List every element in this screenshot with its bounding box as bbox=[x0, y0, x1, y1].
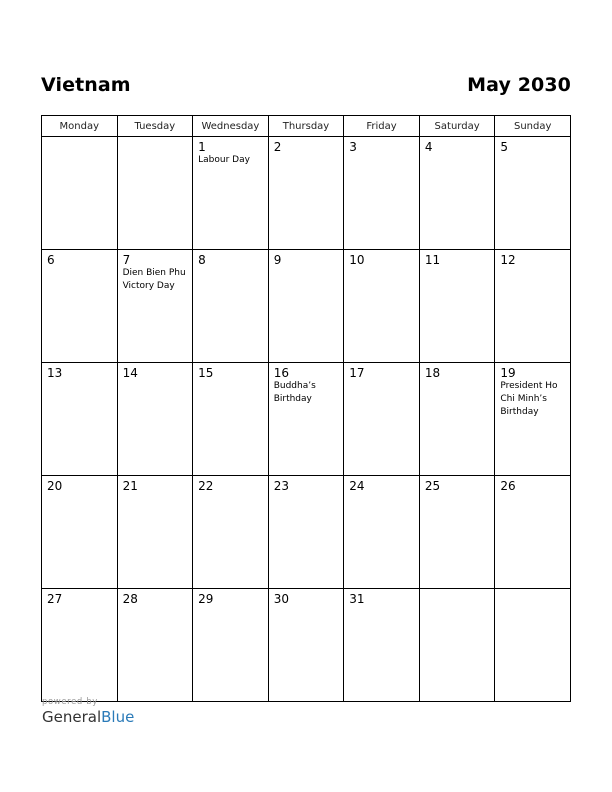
day-number: 4 bbox=[424, 140, 433, 154]
holiday-label: President Ho Chi Minh’s Birthday bbox=[500, 381, 558, 417]
day-number: 9 bbox=[273, 253, 282, 267]
weekday-saturday: Saturday bbox=[419, 116, 495, 137]
holiday-label: Buddha’s Birthday bbox=[273, 381, 316, 404]
day-number: 23 bbox=[273, 479, 289, 493]
week-row bbox=[42, 589, 571, 702]
day-cell bbox=[495, 363, 571, 476]
day-cell bbox=[419, 476, 495, 589]
weekday-header-row bbox=[42, 116, 571, 137]
day-number: 8 bbox=[198, 253, 206, 267]
weekday-wednesday: Wednesday bbox=[193, 116, 269, 137]
day-number: 16 bbox=[273, 366, 289, 380]
day-cell bbox=[495, 250, 571, 363]
day-number: 31 bbox=[349, 592, 365, 606]
day-cell bbox=[193, 137, 269, 250]
day-cell bbox=[268, 137, 344, 250]
week-row bbox=[42, 476, 571, 589]
day-cell bbox=[419, 589, 495, 702]
day-number: 19 bbox=[500, 366, 516, 380]
day-cell bbox=[495, 476, 571, 589]
day-cell bbox=[419, 137, 495, 250]
week-row bbox=[42, 363, 571, 476]
weekday-friday: Friday bbox=[344, 116, 420, 137]
day-cell bbox=[42, 137, 118, 250]
day-cell bbox=[117, 363, 193, 476]
week-row bbox=[42, 250, 571, 363]
day-cell bbox=[42, 363, 118, 476]
holiday-label: Dien Bien Phu Victory Day bbox=[122, 268, 186, 291]
day-cell bbox=[268, 363, 344, 476]
holiday-label: Labour Day bbox=[198, 155, 250, 165]
brand-blue-text: Blue bbox=[101, 708, 135, 726]
day-cell bbox=[42, 589, 118, 702]
day-number: 7 bbox=[122, 253, 131, 267]
month-year-title: May 2030 bbox=[467, 74, 571, 96]
day-cell bbox=[419, 250, 495, 363]
day-number: 17 bbox=[349, 366, 365, 380]
weekday-monday: Monday bbox=[42, 116, 118, 137]
day-number: 15 bbox=[198, 366, 214, 380]
day-number: 29 bbox=[198, 592, 214, 606]
day-number: 1 bbox=[198, 140, 206, 154]
day-number: 26 bbox=[500, 479, 516, 493]
day-cell bbox=[117, 250, 193, 363]
day-number: 2 bbox=[273, 140, 282, 154]
day-number: 24 bbox=[349, 479, 365, 493]
day-cell bbox=[419, 363, 495, 476]
weekday-thursday: Thursday bbox=[268, 116, 344, 137]
day-cell bbox=[268, 250, 344, 363]
day-number: 25 bbox=[424, 479, 441, 493]
day-cell bbox=[193, 589, 269, 702]
day-number: 6 bbox=[47, 253, 55, 267]
day-cell bbox=[495, 137, 571, 250]
day-number: 28 bbox=[122, 592, 138, 606]
brand-general-text: General bbox=[42, 708, 102, 726]
calendar-header bbox=[41, 72, 571, 98]
day-cell bbox=[344, 476, 420, 589]
day-cell bbox=[268, 589, 344, 702]
day-cell bbox=[117, 137, 193, 250]
day-cell bbox=[344, 250, 420, 363]
day-number: 5 bbox=[500, 140, 509, 154]
day-number: 18 bbox=[424, 366, 441, 380]
calendar-body bbox=[42, 137, 571, 702]
day-cell bbox=[495, 589, 571, 702]
day-cell bbox=[344, 589, 420, 702]
day-cell bbox=[193, 250, 269, 363]
calendar-grid bbox=[41, 115, 571, 702]
day-number: 27 bbox=[47, 592, 63, 606]
country-title: Vietnam bbox=[41, 74, 131, 96]
day-cell bbox=[268, 476, 344, 589]
day-cell bbox=[117, 589, 193, 702]
day-number: 21 bbox=[122, 479, 138, 493]
weekday-tuesday: Tuesday bbox=[117, 116, 193, 137]
day-cell bbox=[42, 476, 118, 589]
week-row bbox=[42, 137, 571, 250]
day-number: 30 bbox=[273, 592, 289, 606]
day-number: 14 bbox=[122, 366, 138, 380]
day-cell bbox=[193, 476, 269, 589]
day-number: 3 bbox=[349, 140, 357, 154]
day-number: 10 bbox=[349, 253, 365, 267]
powered-by-text: powered by bbox=[42, 697, 98, 707]
day-number: 20 bbox=[47, 479, 63, 493]
day-cell bbox=[344, 137, 420, 250]
day-cell bbox=[344, 363, 420, 476]
generalblue-logo[interactable] bbox=[42, 707, 134, 727]
footer-branding bbox=[42, 697, 134, 727]
day-number: 11 bbox=[424, 253, 441, 267]
day-number: 12 bbox=[500, 253, 516, 267]
day-cell bbox=[117, 476, 193, 589]
day-number: 13 bbox=[47, 366, 63, 380]
weekday-sunday: Sunday bbox=[495, 116, 571, 137]
day-cell bbox=[193, 363, 269, 476]
day-number: 22 bbox=[198, 479, 214, 493]
day-cell bbox=[42, 250, 118, 363]
